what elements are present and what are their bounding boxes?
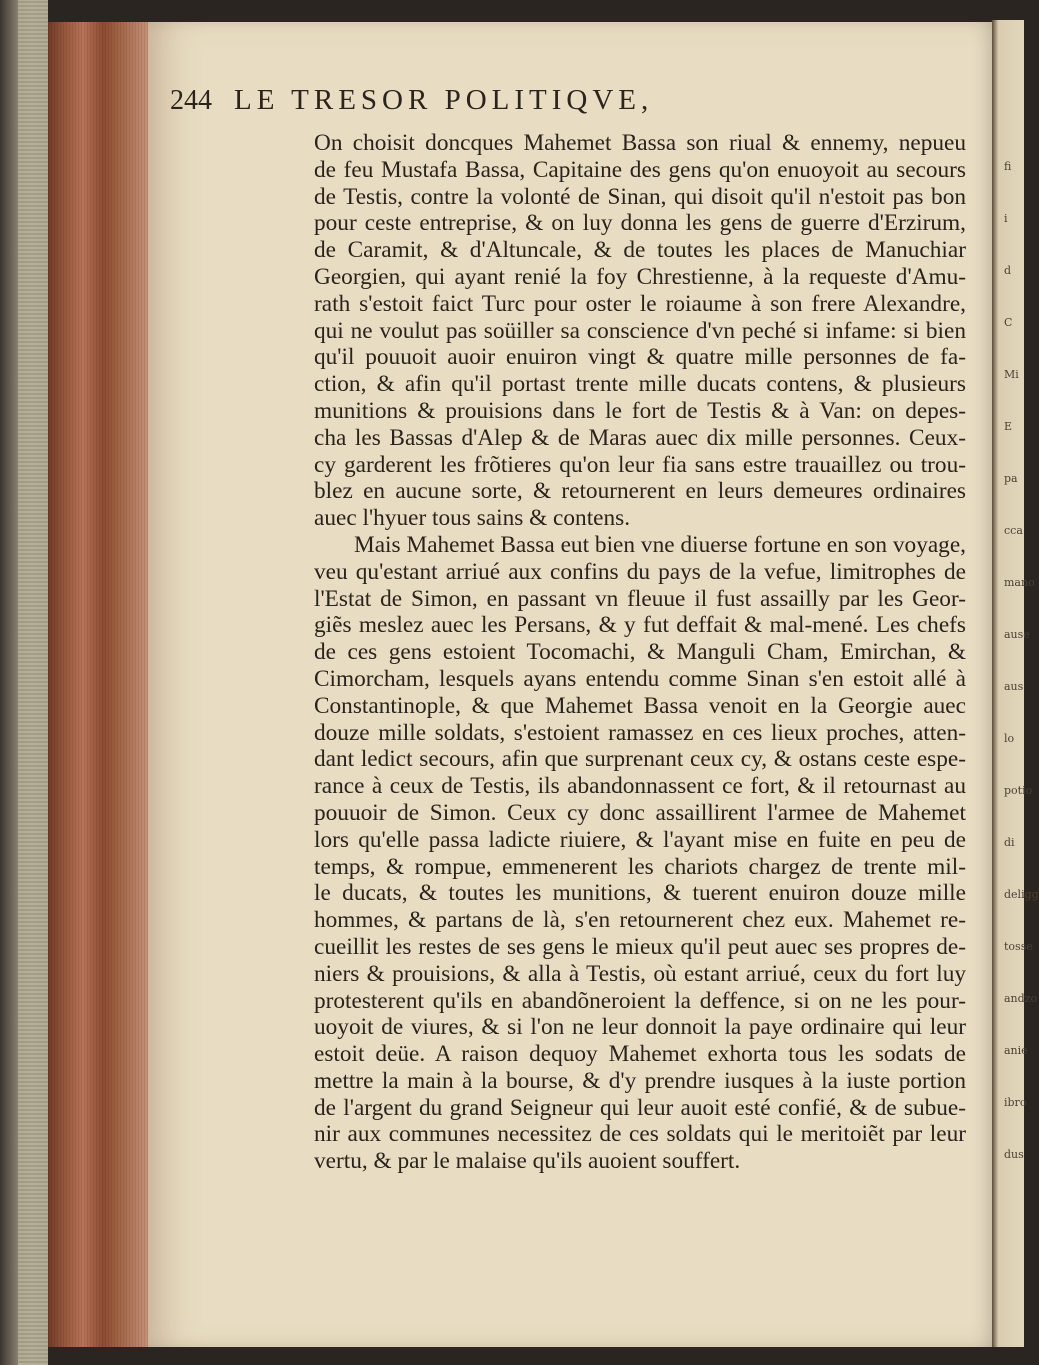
facing-page-fragment: lo xyxy=(1004,732,1015,745)
text-line: douze mille soldats, s'estoient ramassez en ces lieux proches, atten- xyxy=(314,719,966,746)
facing-page-fragment: C xyxy=(1004,316,1013,329)
text-line: Georgien, qui ayant renié la foy Chrestienne, à la requeste d'Amu- xyxy=(314,263,966,290)
facing-page-fragment: potio xyxy=(1004,784,1033,797)
text-line: mettre la main à la bourse, & d'y prendre iusques à la iuste portion xyxy=(314,1067,966,1094)
text-line: cueillit les restes de ses gens le mieux qu'il peut auec ses propres de- xyxy=(314,933,966,960)
text-line: hommes, & partans de là, s'en retournerent chez eux. Mahemet re- xyxy=(314,907,966,934)
page-number: 244 xyxy=(170,85,212,116)
text-line: cy garderent les frõtieres qu'on leur fia sans estre trauaillez ou trou- xyxy=(314,451,966,478)
text-line: de feu Mustafa Bassa, Capitaine des gens qu'on enuoyoit au secours xyxy=(314,156,966,183)
text-line: cha les Bassas d'Alep & de Maras auec dix mille personnes. Ceux- xyxy=(314,424,966,451)
text-line: de ces gens estoient Tocomachi, & Manguli Cham, Emirchan, & xyxy=(314,639,966,666)
running-head xyxy=(170,84,890,117)
text-line: protesterent qu'ils en abandõneroient la deffence, si on ne les pour- xyxy=(314,987,966,1014)
facing-page-fragment: anie xyxy=(1004,1044,1028,1057)
facing-page-fragment: tosse xyxy=(1004,940,1033,953)
text-line: l'Estat de Simon, en passant vn fleuue il fust assailly par les Geor- xyxy=(314,585,966,612)
text-line: lors qu'elle passa ladicte riuiere, & l'ayant mise en fuite en peu de xyxy=(314,826,966,853)
text-line: uoyoit de viures, & si l'on ne leur donnoit la paye ordinaire qui leur xyxy=(314,1014,966,1041)
text-line: pouuoir de Simon. Ceux cy donc assaillirent l'armee de Mahemet xyxy=(314,799,966,826)
text-line: Constantinople, & que Mahemet Bassa venoit en la Georgie auec xyxy=(314,692,966,719)
text-line: de Testis, contre la volonté de Sinan, qui disoit qu'il n'estoit pas bon xyxy=(314,183,966,210)
facing-page-fragment: mano xyxy=(1004,576,1035,589)
text-line: qu'il pouuoit auoir enuiron vingt & quatre mille personnes de fa- xyxy=(314,344,966,371)
text-line: de l'argent du grand Seigneur qui leur auoit esté confié, & de subue- xyxy=(314,1094,966,1121)
text-line: temps, & rompue, emmenerent les chariots chargez de trente mil- xyxy=(314,853,966,880)
text-line: Mais Mahemet Bassa eut bien vne diuerse fortune en son voyage, xyxy=(354,531,966,558)
facing-page-fragment: Mi xyxy=(1004,368,1019,381)
facing-page-fragment: d xyxy=(1004,264,1012,277)
text-line: vertu, & par le malaise qu'ils auoient souffert. xyxy=(314,1148,741,1175)
text-line: qui ne voulut pas soüiller sa conscience d'vn peché si infame: si bien xyxy=(314,317,966,344)
facing-page-fragment: ibro xyxy=(1004,1096,1027,1109)
text-line: rath s'estoit faict Turc pour oster le roiaume à son frere Alexandre, xyxy=(314,290,966,317)
text-line: pour ceste entreprise, & on luy donna les gens de guerre d'Erzirum, xyxy=(314,210,966,237)
text-line: nir aux communes necessitez de ces soldats qui le meritoiẽt par leur xyxy=(314,1121,966,1148)
facing-page-fragment: i xyxy=(1004,212,1008,225)
facing-page-fragment: cca xyxy=(1004,524,1023,537)
text-line: ction, & afin qu'il portast trente mille ducats contens, & plusieurs xyxy=(314,371,966,398)
text-line: le ducats, & toutes les munitions, & tuerent enuiron douze mille xyxy=(314,880,966,907)
body-text xyxy=(314,130,966,1175)
facing-page-fragment: di xyxy=(1004,836,1015,849)
text-line: giẽs meslez auec les Persans, & y fut deffait & mal-mené. Les chefs xyxy=(314,612,966,639)
facing-page-strip xyxy=(992,20,1039,1347)
text-line: blez en aucune sorte, & retournerent en leurs demeures ordinaires xyxy=(314,478,966,505)
running-title: LE TRESOR POLITIQVE, xyxy=(234,84,654,116)
facing-page-fragment: ause xyxy=(1004,628,1030,641)
text-line: dant ledict secours, afin que surprenant ceux cy, & ostans ceste espe- xyxy=(314,746,966,773)
facing-page-fragment: aus xyxy=(1004,680,1024,693)
facing-page-fragment: pa xyxy=(1004,472,1018,485)
text-line: auec l'hyuer tous sains & contens. xyxy=(314,505,631,532)
text-line: niers & prouisions, & alla à Testis, où estant arriué, ceux du fort luy xyxy=(314,960,966,987)
text-line: veu qu'estant arriué aux confins du pays de la vefue, limitrophes de xyxy=(314,558,966,585)
facing-page-fragment: deligg xyxy=(1004,888,1039,901)
text-line: estoit deüe. A raison dequoy Mahemet exhorta tous les sodats de xyxy=(314,1041,966,1068)
book-cover-cloth xyxy=(18,0,48,1365)
text-line: rance à ceux de Testis, ils abandonnassent ce fort, & il retournast au xyxy=(314,773,966,800)
facing-page-fragment: fi xyxy=(1004,160,1012,173)
facing-page-fragment: E xyxy=(1004,420,1013,433)
facing-page-fragment: dus xyxy=(1004,1148,1024,1161)
facing-page-fragment: andzo xyxy=(1004,992,1038,1005)
text-line: de Caramit, & d'Altuncale, & de toutes les places de Manuchiar xyxy=(314,237,966,264)
text-line: Cimorcham, lesquels ayans entendu comme Sinan s'en estoit allé à xyxy=(314,665,966,692)
text-line: On choisit doncques Mahemet Bassa son riual & ennemy, nepueu xyxy=(314,130,966,156)
text-line: munitions & prouisions dans le fort de Testis & à Van: on depes- xyxy=(314,397,966,424)
page-block-edge xyxy=(48,22,148,1347)
